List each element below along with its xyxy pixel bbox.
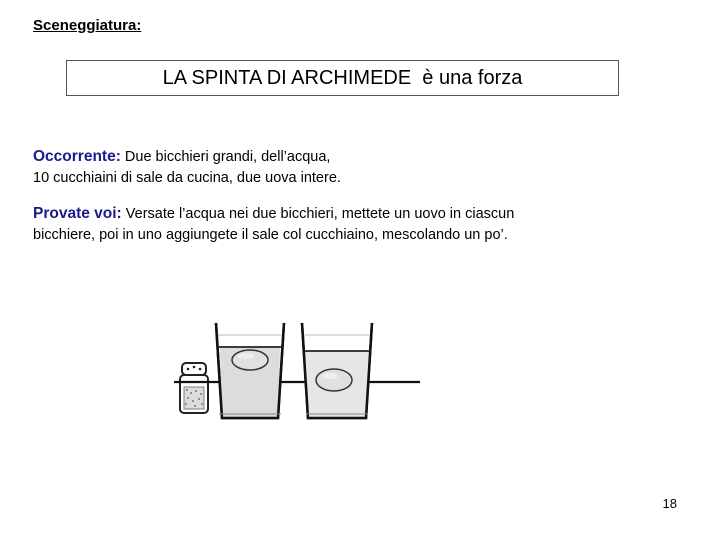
occorrente-paragraph — [33, 146, 341, 189]
page-number: 18 — [662, 496, 677, 511]
occorrente-text-line2: 10 cucchiaini di sale da cucina, due uova intere. — [33, 170, 341, 186]
provate-text-line1: Versate l’acqua nei due bicchieri, mettete un uovo in ciascun — [125, 206, 515, 222]
title-box — [66, 60, 619, 96]
glass-with-sunken-egg — [302, 323, 372, 418]
provate-paragraph — [33, 203, 514, 246]
section-heading: Sceneggiatura: — [33, 17, 142, 34]
provate-label: Provate voi: — [33, 205, 122, 222]
occorrente-text-line1: Due bicchieri grandi, dell’acqua, — [124, 149, 331, 165]
glass-with-floating-egg — [216, 323, 284, 418]
egg-icon — [232, 350, 268, 370]
experiment-illustration — [172, 305, 422, 425]
egg-icon — [316, 369, 352, 391]
occorrente-label: Occorrente: — [33, 148, 121, 165]
provate-text-line2: bicchiere, poi in uno aggiungete il sale col cucchiaino, mescolando un po’. — [33, 227, 508, 243]
salt-shaker-icon — [180, 363, 208, 413]
slide-title: LA SPINTA DI ARCHIMEDE è una forza — [162, 66, 523, 89]
